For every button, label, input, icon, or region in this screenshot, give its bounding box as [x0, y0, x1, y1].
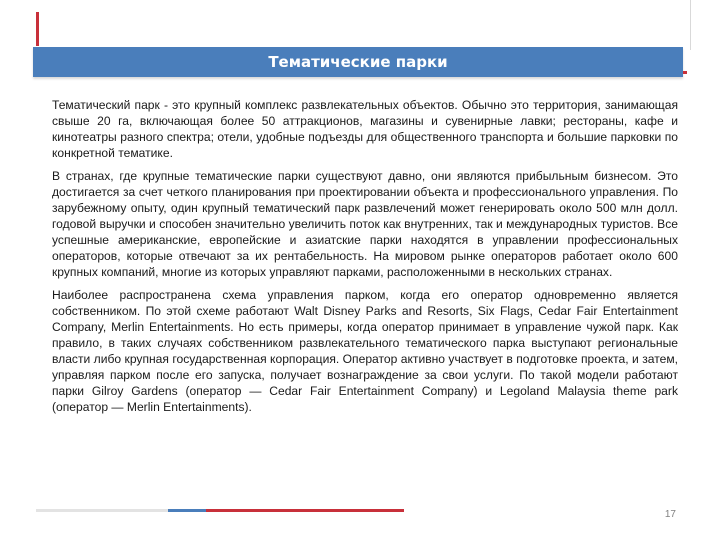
- page-number: 17: [664, 509, 676, 520]
- slide-body: [52, 97, 678, 422]
- footer-line-gray: [36, 509, 168, 512]
- footer-line-red: [206, 509, 404, 512]
- slide-title: Тематические парки: [33, 47, 683, 77]
- body-paragraph-3: Наиболее распространена схема управления парком, когда его оператор одновременно является собственником. По этой схеме работают Walt Disney Parks and Resorts, Six Flags, Cedar Fair Entertainment Company, Merlin Entertainments. Но есть примеры, когда оператор принимает в управление чужой парк. Как правило, в таких случаях собственником развлекательного тематического парка выступают региональные власти либо крупная государственная корпорация. Оператор активно участвует в подготовке проекта, и затем, управляя парком после его запуска, получает вознаграждение за свои услуги. По такой модели работают парки Gilroy Gardens (оператор — Cedar Fair Entertainment Company) и Legoland Malaysia theme park (оператор — Merlin Entertainments).: [52, 288, 678, 414]
- left-red-accent-bar: [36, 12, 39, 46]
- body-paragraph-2: В странах, где крупные тематические парки существуют давно, они являются прибыльным бизнесом. Это достигается за счет четкого планирования при проектировании объекта и профессионального управления. По зарубежному опыту, один крупный тематический парк развлечений может генерировать около 500 млн долл. годовой выручки и способен значительно увеличить поток как внутренних, так и международных туристов. Все успешные американские, европейские и азиатские парки находятся в управлении профессиональных операторов, которые отвечают за их рентабельность. На мировом рынке операторов работает около 600 крупных компаний, многие из которых управляют парками, расположенными в нескольких странах.: [52, 169, 678, 279]
- title-red-accent: [683, 71, 687, 74]
- footer-line-blue: [168, 509, 206, 512]
- top-right-divider-line: [690, 0, 691, 50]
- body-paragraph-1: Тематический парк - это крупный комплекс развлекательных объектов. Обычно это территория, занимающая свыше 20 га, включающая более 50 аттракционов, магазины и сувенирные лавки; рестораны, кафе и кинотеатры разного спектра; отели, удобные подъезды для общественного транспорта и большие парковки по конкретной тематике.: [52, 98, 678, 160]
